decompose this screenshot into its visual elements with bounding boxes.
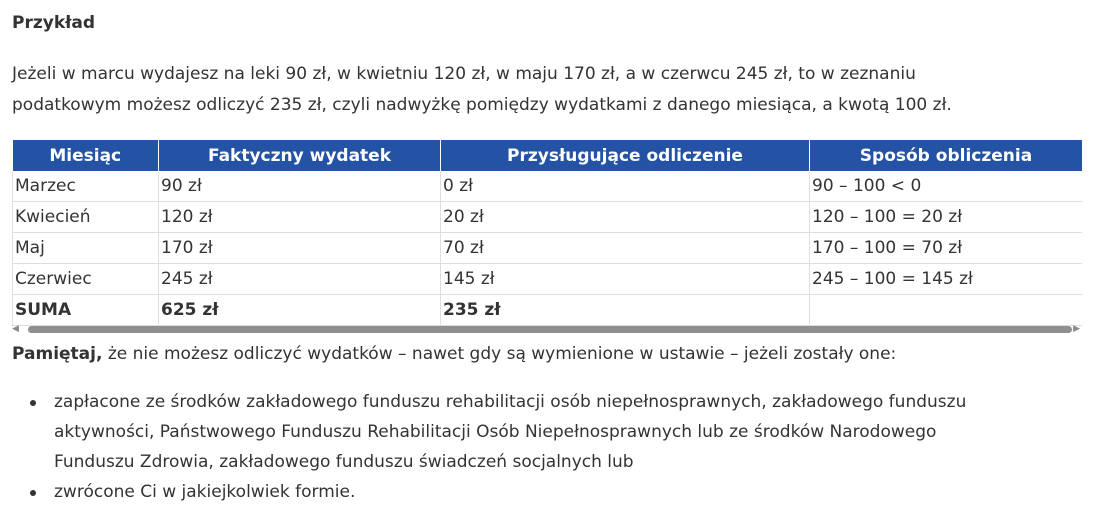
table-row [13, 202, 1083, 233]
table-row [13, 233, 1083, 264]
header-month: Miesiąc [13, 140, 159, 171]
cell-expense: 170 zł [159, 233, 441, 264]
horizontal-scrollbar[interactable] [12, 323, 1080, 335]
scroll-left-arrow-icon[interactable]: ◀ [12, 324, 19, 334]
cell-deduction: 20 zł [441, 202, 810, 233]
cell-expense: 90 zł [159, 171, 441, 202]
cell-expense: 120 zł [159, 202, 441, 233]
bullet-icon [30, 490, 36, 496]
cell-deduction: 0 zł [441, 171, 810, 202]
cell-total-deduction: 235 zł [441, 295, 810, 326]
cell-month: Maj [13, 233, 159, 264]
table-header-row [13, 140, 1083, 171]
header-calculation: Sposób obliczenia [810, 140, 1083, 171]
remember-bold-label: Pamiętaj, [12, 344, 103, 364]
cell-calculation: 90 – 100 < 0 [810, 171, 1083, 202]
list-item-line: Funduszu Zdrowia, zakładowego funduszu świadczeń socjalnych lub [54, 452, 634, 472]
list-item-line: zwrócone Ci w jakiejkolwiek formie. [54, 482, 356, 502]
cell-total-label: SUMA [13, 295, 159, 326]
table-row [13, 264, 1083, 295]
cell-month: Czerwiec [13, 264, 159, 295]
remember-paragraph [12, 339, 1092, 370]
deduction-table-container[interactable] [12, 140, 1082, 326]
scrollbar-thumb[interactable] [28, 326, 1072, 333]
exclusions-list [18, 387, 1078, 507]
list-item-line: zapłacone ze środków zakładowego funduszu rehabilitacji osób niepełnosprawnych, zakładowego funduszu [54, 392, 967, 412]
cell-expense: 245 zł [159, 264, 441, 295]
cell-total-expense: 625 zł [159, 295, 441, 326]
bullet-icon [30, 400, 36, 406]
list-item [18, 477, 1078, 507]
deduction-table [12, 140, 1082, 326]
cell-deduction: 145 zł [441, 264, 810, 295]
cell-calculation: 170 – 100 = 70 zł [810, 233, 1083, 264]
intro-line: podatkowym możesz odliczyć 235 zł, czyli nadwyżkę pomiędzy wydatkami z danego miesiąca, a kwotą 100 zł. [12, 95, 952, 115]
cell-calculation: 120 – 100 = 20 zł [810, 202, 1083, 233]
intro-line: Jeżeli w marcu wydajesz na leki 90 zł, w kwietniu 120 zł, w maju 170 zł, a w czerwcu 245 zł, to w zeznaniu [12, 64, 916, 84]
scroll-right-arrow-icon[interactable]: ▶ [1073, 324, 1080, 334]
remember-text: że nie możesz odliczyć wydatków – nawet gdy są wymienione w ustawie – jeżeli zostały one: [102, 344, 897, 364]
cell-month: Kwiecień [13, 202, 159, 233]
cell-month: Marzec [13, 171, 159, 202]
table-total-row [13, 295, 1083, 326]
header-actual-expense: Faktyczny wydatek [159, 140, 441, 171]
intro-paragraph [12, 59, 1082, 121]
header-deduction: Przysługujące odliczenie [441, 140, 810, 171]
cell-calculation: 245 – 100 = 145 zł [810, 264, 1083, 295]
table-row [13, 171, 1083, 202]
cell-deduction: 70 zł [441, 233, 810, 264]
cell-total-calculation [810, 295, 1083, 326]
list-item [18, 387, 1078, 477]
example-heading: Przykład [12, 13, 96, 33]
list-item-line: aktywności, Państwowego Funduszu Rehabilitacji Osób Niepełnosprawnych lub ze środków Narodowego [54, 422, 937, 442]
